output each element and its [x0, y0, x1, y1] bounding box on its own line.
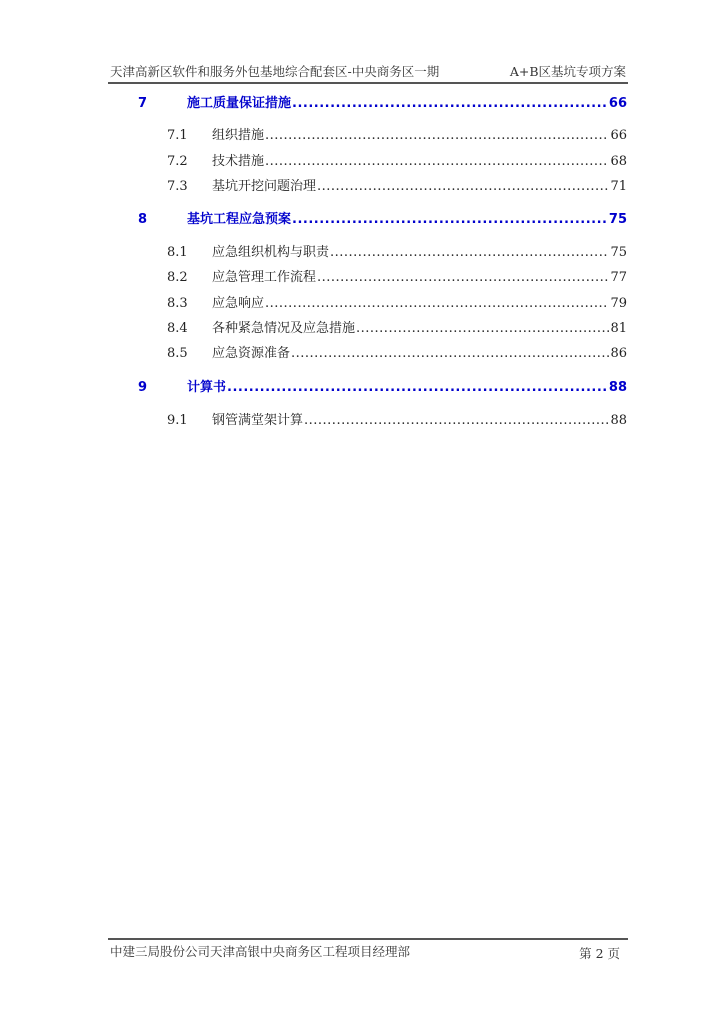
toc-entry-8-5[interactable]	[167, 344, 627, 364]
toc-number: 8.4	[167, 321, 188, 336]
toc-title: 应急资源准备	[212, 346, 291, 361]
toc-title: 组织措施	[212, 128, 265, 143]
toc-number: 8.5	[167, 346, 188, 361]
toc-number: 7.2	[167, 154, 188, 169]
toc-leader	[330, 243, 609, 263]
toc-leader	[265, 152, 609, 172]
toc-number: 7.1	[167, 128, 188, 143]
toc-leader	[304, 411, 609, 431]
toc-entry-7-2[interactable]	[167, 152, 627, 172]
toc-title: 应急管理工作流程	[212, 270, 317, 285]
toc-entry-8-2[interactable]	[167, 268, 627, 288]
toc-leader	[265, 126, 609, 146]
toc-page-number: 68	[610, 154, 627, 169]
toc-leader	[317, 268, 609, 288]
toc-title: 各种紧急情况及应急措施	[212, 321, 356, 336]
toc-page-number: 66	[608, 96, 627, 111]
toc-entry-8-4[interactable]	[167, 319, 627, 339]
toc-leader	[356, 319, 609, 339]
footer-organization: 中建三局股份公司天津高银中央商务区工程项目经理部	[110, 944, 411, 959]
footer-page-number: 第 2 页	[579, 946, 620, 961]
toc-title: 施工质量保证措施	[187, 96, 292, 111]
toc-title: 计算书	[187, 380, 227, 395]
toc-number: 8	[138, 212, 148, 227]
toc-leader	[292, 210, 608, 230]
toc-number: 8.3	[167, 296, 188, 311]
toc-entry-7[interactable]	[138, 94, 627, 114]
toc-page-number: 71	[610, 179, 627, 194]
toc-page-number: 75	[608, 212, 627, 227]
toc-number: 7	[138, 96, 148, 111]
toc-number: 8.1	[167, 245, 188, 260]
page-footer	[110, 942, 626, 962]
toc-page-number: 77	[610, 270, 627, 285]
toc-entry-8-1[interactable]	[167, 243, 627, 263]
toc-entry-9-1[interactable]	[167, 411, 627, 431]
toc-page-number: 79	[610, 296, 627, 311]
toc-number: 9.1	[167, 413, 188, 428]
toc-leader	[317, 177, 609, 197]
toc-leader	[227, 378, 608, 398]
footer-divider	[108, 938, 628, 940]
toc-entry-8[interactable]	[138, 210, 627, 230]
toc-entry-9[interactable]	[138, 378, 627, 398]
toc-title: 基坑工程应急预案	[187, 212, 292, 227]
toc-entry-7-3[interactable]	[167, 177, 627, 197]
toc-leader	[291, 344, 609, 364]
toc-page-number: 75	[610, 245, 627, 260]
toc-title: 技术措施	[212, 154, 265, 169]
toc-page-number: 86	[610, 346, 627, 361]
toc-number: 9	[138, 380, 148, 395]
toc-title: 钢管满堂架计算	[212, 413, 304, 428]
header-project-title: 天津高新区软件和服务外包基地综合配套区-中央商务区一期	[110, 64, 440, 79]
toc-title: 应急组织机构与职责	[212, 245, 330, 260]
toc-leader	[292, 94, 608, 114]
toc-page-number: 81	[610, 321, 627, 336]
toc-title: 基坑开挖问题治理	[212, 179, 317, 194]
toc-page-number: 88	[608, 380, 627, 395]
toc-number: 7.3	[167, 179, 188, 194]
header-document-title: A+B区基坑专项方案	[509, 64, 626, 79]
toc-entry-8-3[interactable]	[167, 294, 627, 314]
toc-title: 应急响应	[212, 296, 265, 311]
toc-entry-7-1[interactable]	[167, 126, 627, 146]
toc-leader	[265, 294, 609, 314]
toc-page-number: 66	[610, 128, 627, 143]
toc-page-number: 88	[610, 413, 627, 428]
toc-number: 8.2	[167, 270, 188, 285]
